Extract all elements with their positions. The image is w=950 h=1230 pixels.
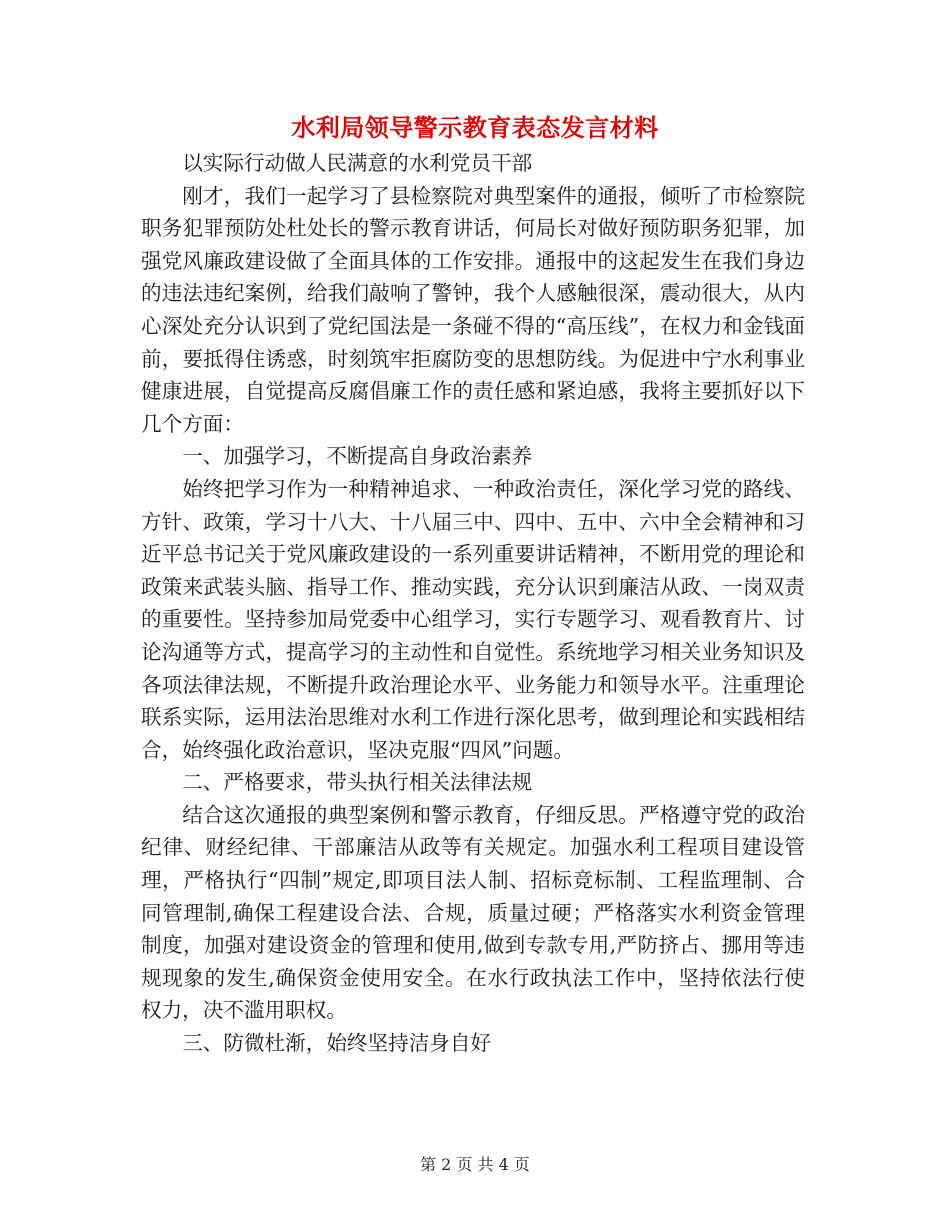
subtitle-paragraph: 以实际行动做人民满意的水利党员干部 bbox=[182, 151, 533, 175]
section-heading-1: 一、加强学习，不断提高自身政治素养 bbox=[182, 444, 533, 469]
section-heading-3: 三、防微杜渐，始终坚持洁身自好 bbox=[182, 1031, 492, 1056]
section-paragraph-1: 始终把学习作为一种精神追求、一种政治责任，深化学习党的路线、方针、政策，学习十八大、十八届三中、四中、五中、六中全会精神和习近平总书记关于党风廉政建设的一系列重要讲话精神，不断用党的理论和政策来武装头脑、指导工作、推动实践，充分认识到廉洁从政、一岗双责的重要性。坚持参加局党委中心组学习，实行专题学习、观看教育片、讨论沟通等方式，提高学习的主动性和自觉性。系统地学习相关业务知识及各项法律法规，不断提升政治理论水平、业务能力和领导水平。注重理论联系实际，运用法治思维对水利工作进行深化思考，做到理论和实践相结合，始终强化政治意识，坚决克服“四风”问题。 bbox=[141, 476, 805, 762]
page-number: 第 2 页 共 4 页 bbox=[420, 1155, 530, 1174]
section-paragraph-2: 结合这次通报的典型案例和警示教育，仔细反思。严格遵守党的政治纪律、财经纪律、干部廉洁从政等有关规定。加强水利工程项目建设管理，严格执行“四制”规定,即项目法人制、招标竞标制、工程监理制、合同管理制,确保工程建设合法、合规，质量过硬；严格落实水利资金管理制度，加强对建设资金的管理和使用,做到专款专用,严防挤占、挪用等违规现象的发生,确保资金使用安全。在水行政执法工作中，坚持依法行使权力，决不滥用职权。 bbox=[141, 802, 805, 1023]
document-title: 水利局领导警示教育表态发言材料 bbox=[291, 113, 659, 142]
document-body bbox=[141, 147, 805, 1060]
section-heading-2: 二、严格要求，带头执行相关法律法规 bbox=[182, 770, 533, 795]
intro-paragraph: 刚才，我们一起学习了县检察院对典型案件的通报，倾听了市检察院职务犯罪预防处杜处长的警示教育讲话，何局长对做好预防职务犯罪，加强党风廉政建设做了全面具体的工作安排。通报中的这起发生在我们身边的违法违纪案例，给我们敲响了警钟，我个人感触很深，震动很大，从内心深处充分认识到了党纪国法是一条碰不得的“高压线”，在权力和金钱面前，要抵得住诱惑，时刻筑牢拒腐防变的思想防线。为促进中宁水利事业健康进展，自觉提高反腐倡廉工作的责任感和紧迫感，我将主要抓好以下几个方面： bbox=[141, 183, 805, 436]
